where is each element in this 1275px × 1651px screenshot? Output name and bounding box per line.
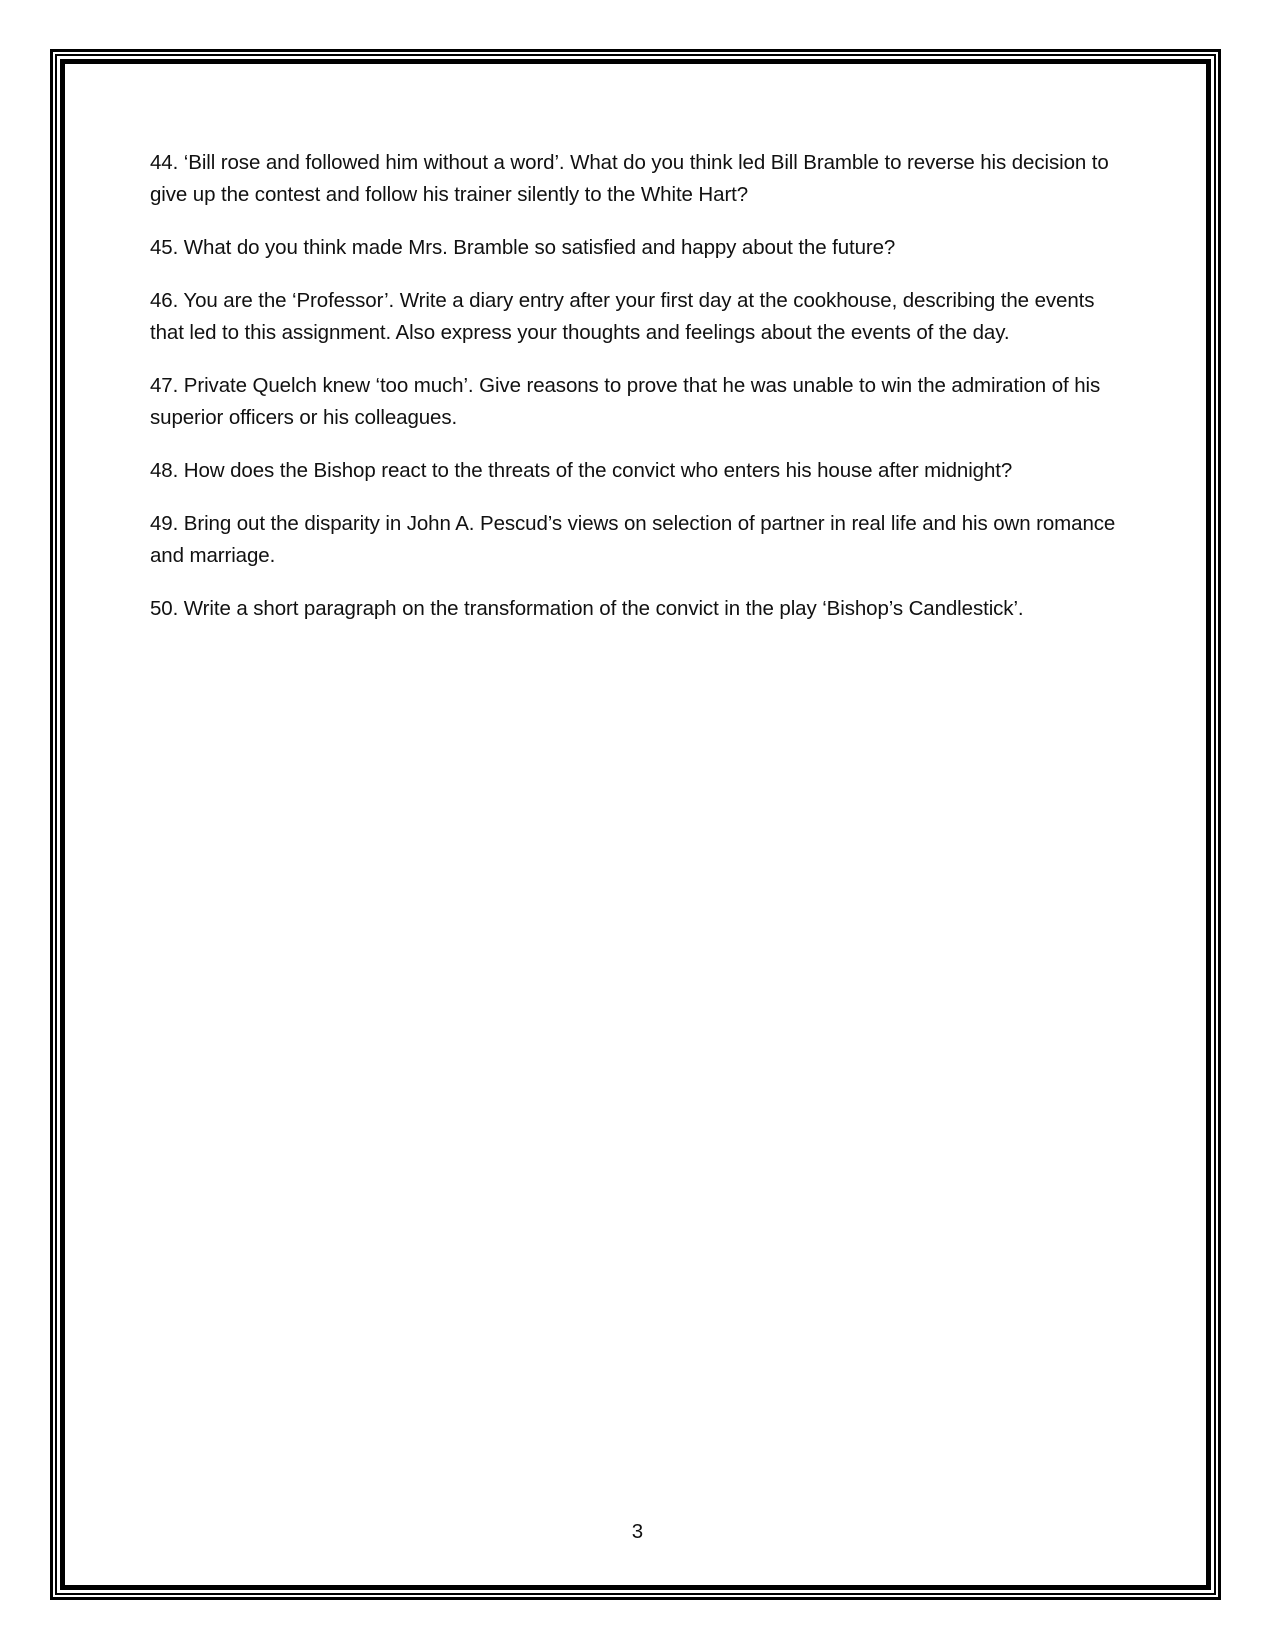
question-47: 47. Private Quelch knew ‘too much’. Give reasons to prove that he was unable to win the admiration of his superior officers or his colleagues.	[150, 374, 1101, 429]
question-48: 48. How does the Bishop react to the threats of the convict who enters his house after midnight?	[150, 459, 1013, 482]
question-45: 45. What do you think made Mrs. Bramble so satisfied and happy about the future?	[150, 236, 896, 259]
page-number: 3	[631, 1520, 644, 1543]
question-list	[150, 147, 1125, 646]
question-44: 44. ‘Bill rose and followed him without a word’. What do you think led Bill Bramble to reverse his decision to give up the contest and follow his trainer silently to the White Hart?	[150, 151, 1109, 206]
question-50: 50. Write a short paragraph on the transformation of the convict in the play ‘Bishop’s Candlestick’.	[150, 597, 1024, 620]
question-46: 46. You are the ‘Professor’. Write a diary entry after your first day at the cookhouse, describing the events that led to this assignment. Also express your thoughts and feelings about the events of the day.	[150, 289, 1095, 344]
question-49: 49. Bring out the disparity in John A. Pescud’s views on selection of partner in real life and his own romance and marriage.	[150, 512, 1116, 567]
